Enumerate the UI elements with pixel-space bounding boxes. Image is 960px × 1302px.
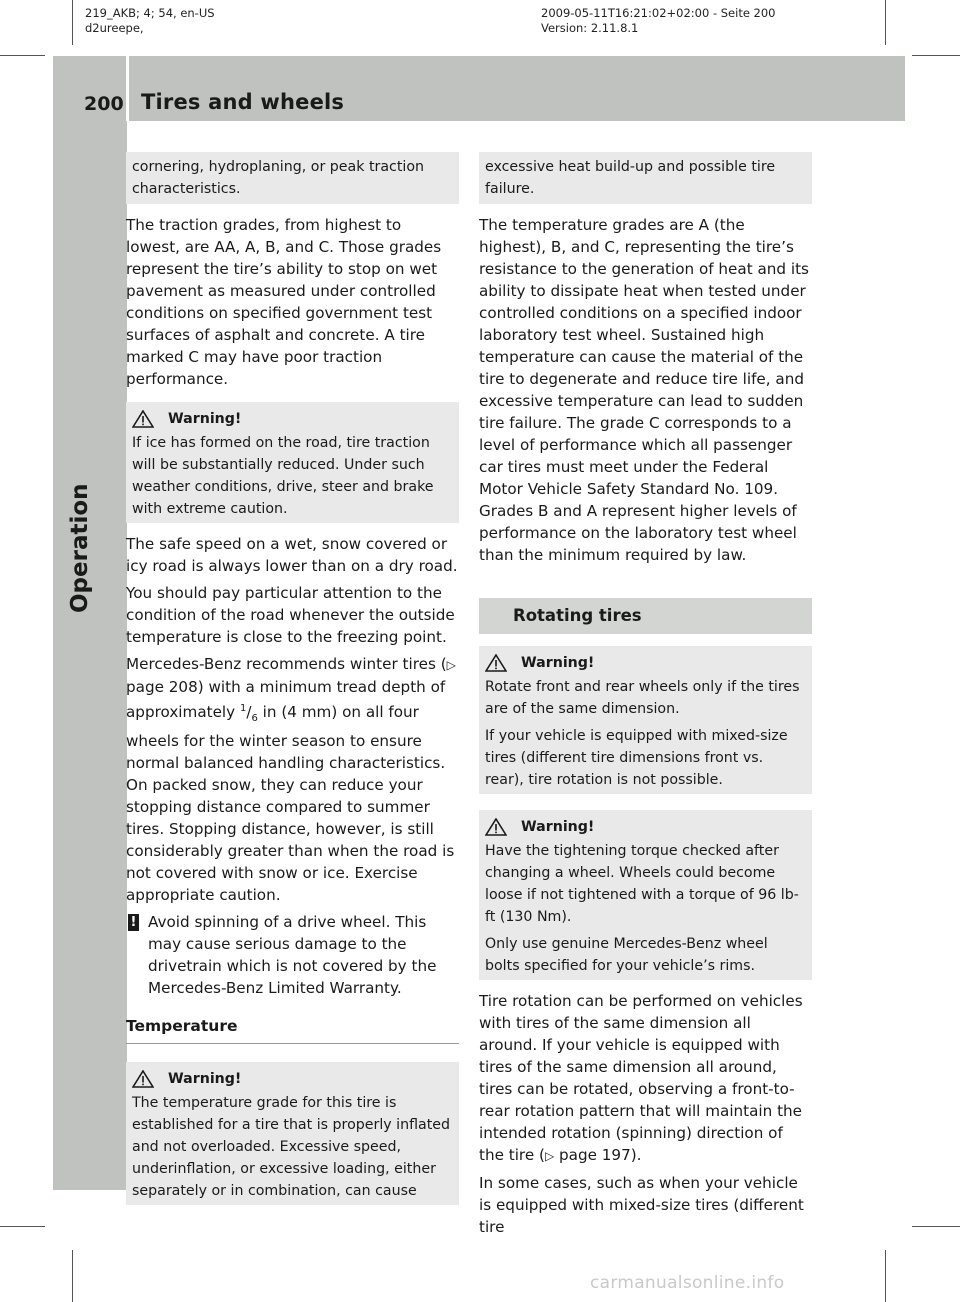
warning-title: Warning! [168,1071,242,1088]
print-meta-line: 219_AKB; 4; 54, en-US [85,6,215,20]
page-ref-arrow-icon: ▷ [544,1149,555,1163]
warning-header [485,816,806,838]
paragraph [479,990,812,1167]
page-ref-arrow-icon: ▷ [446,658,456,672]
warning-triangle-icon [132,410,154,428]
warning-text: Have the tightening torque checked after changing a wheel. Wheels could become loose if not tightened with a torque of 96 lb-ft (130 Nm). [485,843,799,925]
warning-box [479,646,812,794]
warning-box [126,402,459,523]
note [126,911,459,999]
warning-text: The temperature grade for this tire is established for a tire that is properly inflated and not overloaded. Excessive speed, underinflation, or excessive loading, either separately or in combination, can cause [132,1095,451,1200]
watermark: carmanualsonline.info [590,1273,785,1293]
subheading: Temperature [126,1015,459,1044]
warning-header [132,408,453,430]
warning-triangle-icon [132,1070,154,1088]
paragraph: In some cases, such as when your vehicle is equipped with mixed-size tires (different tire [479,1174,804,1236]
warning-header [132,1068,453,1090]
warning-title: Warning! [521,819,595,835]
crop-mark [0,55,45,56]
warning-text: If your vehicle is equipped with mixed-size tires (different tire dimensions front vs. rear), tire rotation is not possible. [485,728,788,788]
print-meta-line: 2009-05-11T16:21:02+02:00 - Seite 200 [541,6,776,20]
warning-box [479,810,812,980]
fraction-numerator: 1 [239,703,247,714]
right-column [479,152,812,1243]
paragraph: You should pay particular attention to the condition of the road whenever the outside temperature is close to the freezing point. [126,584,455,646]
warning-header [485,652,806,674]
page-title: Tires and wheels [141,90,345,114]
warning-text: If ice has formed on the road, tire traction will be substantially reduced. Under such weather conditions, drive, steer and brake with extreme caution. [132,435,434,517]
section-heading: Rotating tires [479,598,812,634]
crop-mark [885,0,886,45]
paragraph: The temperature grades are A (the highest), B, and C, representing the tire’s resistance to the generation of heat and its ability to dissipate heat when tested under controlled conditions on a specified indoor laboratory test wheel. Sustained high temperature can cause the material of the tire to degenerate and reduce tire life, and excessive temperature can lead to sudden tire failure. The grade C corresponds to a level of performance which all passenger car tires must meet under the Federal Motor Vehicle Safety Standard No. 109. Grades B and A represent higher levels of performance on the laboratory test wheel than the minimum required by law. [479,216,809,564]
paragraph: The safe speed on a wet, snow covered or icy road is always lower than on a dry road. [126,535,458,575]
crop-mark [912,55,960,56]
page-number: 200 [84,93,124,115]
left-column [126,152,459,1215]
text-run: Tire rotation can be performed on vehicles with tires of the same dimension all around. If your vehicle is equipped with tires of the same dimension all around, tires can be rotated, observing a front-to-rear rotation pattern that will maintain the intended rotation (spinning) direction of the tire ( [479,992,803,1164]
crop-mark [0,1226,45,1227]
print-meta-left [85,6,215,36]
print-meta-line: Version: 2.11.8.1 [541,21,639,35]
warning-triangle-icon [485,818,507,836]
fraction-slash: / [246,703,252,722]
crop-mark [72,1250,73,1302]
warning-title: Warning! [521,655,595,671]
warning-text: Only use genuine Mercedes-Benz wheel bolts specified for your vehicle’s rims. [485,936,768,974]
print-meta-right [541,6,776,36]
print-meta-line: d2ureepe, [85,21,144,35]
exclamation-icon: ! [128,914,139,931]
crop-mark [72,0,73,45]
paragraph: The traction grades, from highest to lowest, are AA, A, B, and C. Those grades represent the tire’s ability to stop on wet pavement as measured under controlled conditions on specified government test surfaces of asphalt and concrete. A tire marked C may have poor traction performance. [126,216,442,388]
continued-warning: excessive heat build-up and possible tire failure. [479,152,812,204]
text-run: page 197). [554,1146,642,1164]
note-text: Avoid spinning of a drive wheel. This may cause serious damage to the drivetrain which is not covered by the Mercedes-Benz Limited Warranty. [148,913,437,998]
crop-mark [912,1226,960,1227]
crop-mark [885,1250,886,1302]
continued-warning: cornering, hydroplaning, or peak traction characteristics. [126,152,459,204]
text-run: in (4 mm) on all four wheels for the winter season to ensure normal balanced handling characteristics. On packed snow, they can reduce your stopping distance compared to summer tires. Stopping distance, however, is still considerably greater than when the road is not covered with snow or ice. Exercise appropriate caution. [126,703,455,905]
side-tab-label: Operation [67,483,93,613]
text-run: Mercedes-Benz recommends winter tires ( [126,655,447,673]
warning-text: Rotate front and rear wheels only if the tires are of the same dimension. [485,679,800,717]
text-run: page 208) with a minimum tread depth of approximately [126,678,446,722]
header-divider [126,56,129,121]
warning-box [126,1062,459,1205]
side-tab-label-wrap [53,121,127,1190]
warning-title: Warning! [168,411,242,427]
warning-triangle-icon [485,654,507,672]
fraction-denominator: 6 [251,713,258,725]
paragraph [126,653,459,906]
